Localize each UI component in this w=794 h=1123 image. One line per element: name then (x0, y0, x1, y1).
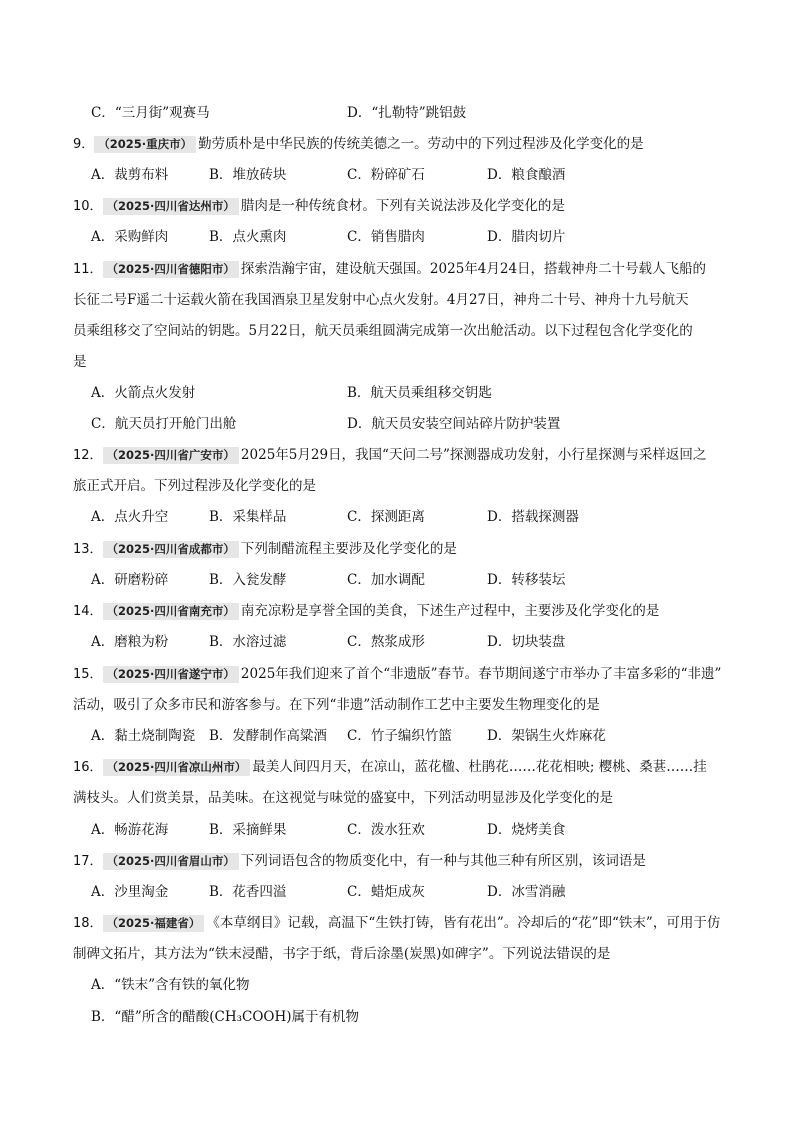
source-tag: （2025·四川省眉山市） (103, 853, 239, 870)
question-17-stem (73, 851, 646, 872)
option-d: D．切块装盘 (487, 634, 566, 650)
question-18-stem (73, 913, 720, 934)
option-c: C．竹子编织竹篮 (347, 728, 452, 744)
option-a: A．磨粮为粉 (91, 634, 169, 650)
option-b: B．点火熏肉 (209, 229, 287, 245)
option-b: B．水溶过滤 (209, 634, 287, 650)
option-a: A．点火升空 (91, 509, 169, 525)
question-16-stem (73, 757, 707, 778)
option-d: D．冰雪消融 (487, 884, 566, 900)
question-text: 下列制醋流程主要涉及化学变化的是 (240, 541, 457, 557)
option-a: A．裁剪布料 (91, 167, 169, 183)
source-tag: （2025·重庆市） (94, 136, 196, 153)
question-number: 13． (73, 542, 103, 557)
option-a: A．沙里淘金 (91, 884, 169, 900)
question-text: 2025年5月29日，我国“天问二号”探测器成功发射，小行星探测与采样返回之 (240, 447, 707, 463)
option-c: C．熬浆成形 (347, 634, 425, 650)
question-15-line-2: 活动，吸引了众多市民和游客参与。在下列“非遗”活动制作工艺中主要发生物理变化的是 (73, 697, 600, 713)
question-text: 南充凉粉是享誉全国的美食，下述生产过程中，主要涉及化学变化的是 (240, 603, 660, 619)
option-b: B．采集样品 (209, 509, 287, 525)
option-a: A．采购鲜肉 (91, 229, 169, 245)
question-text: 《本草纲目》记载，高温下“生铁打铸，皆有花出”。冷却后的“花”即“铁末”，可用于仿 (206, 915, 721, 931)
question-number: 17． (73, 854, 103, 869)
option-c: C．探测距离 (347, 509, 425, 525)
question-18-option-a: A．“铁末”含有铁的氧化物 (91, 977, 250, 993)
option-d: D．航天员安装空间站碎片防护装置 (347, 416, 561, 432)
question-14-stem (73, 601, 659, 622)
question-16-line-2: 满枝头。人们赏美景，品美味。在这视觉与味觉的盛宴中，下列活动明显涉及化学变化的是 (73, 790, 613, 806)
question-18-option-b: B．“醋”所含的醋酸(CH₃COOH)属于有机物 (91, 1009, 360, 1025)
option-a: A．火箭点火发射 (91, 385, 196, 401)
source-tag: （2025·四川省凉山州市） (103, 759, 251, 776)
q8-option-c: C．“三月街”观赛马 (91, 105, 210, 121)
question-11-line-2: 长征二号F遥二十运载火箭在我国酒泉卫星发射中心点火发射。4月27日，神舟二十号、神舟十九号航天 (73, 292, 689, 308)
question-11-line-3: 员乘组移交了空间站的钥匙。5月22日，航天员乘组圆满完成第一次出舱活动。以下过程包含化学变化的 (73, 323, 693, 339)
option-d: D．架锅生火炸麻花 (487, 728, 606, 744)
question-text: 最美人间四月天，在凉山，蓝花楹、杜鹃花……花花相映; 樱桃、桑葚……挂 (252, 759, 707, 775)
question-number: 11． (73, 262, 103, 277)
option-b: B．入瓮发酵 (209, 572, 287, 588)
question-number: 15． (73, 667, 103, 682)
option-c: C．粉碎矿石 (347, 167, 425, 183)
question-text: 2025年我们迎来了首个“非遗版”春节。春节期间遂宁市举办了丰富多彩的“非遗” (240, 666, 722, 682)
option-c: C．加水调配 (347, 572, 425, 588)
option-c: C．蜡炬成灰 (347, 884, 425, 900)
source-tag: （2025·四川省德阳市） (103, 261, 239, 278)
question-number: 12． (73, 448, 103, 463)
question-number: 16． (73, 760, 103, 775)
question-13-stem (73, 539, 457, 560)
question-number: 18． (73, 916, 103, 931)
option-d: D．烧烤美食 (487, 822, 566, 838)
question-11-line-4: 是 (73, 354, 87, 370)
question-text: 下列词语包含的物质变化中，有一种与其他三种有所区别，该词语是 (240, 853, 646, 869)
question-text: 勤劳质朴是中华民族的传统美德之一。劳动中的下列过程涉及化学变化的是 (198, 136, 644, 152)
question-12-stem (73, 445, 706, 466)
option-c: C．航天员打开舱门出舱 (91, 416, 237, 432)
question-number: 10． (73, 199, 103, 214)
question-12-line-2: 旅正式开启。下列过程涉及化学变化的是 (73, 478, 316, 494)
option-b: B．航天员乘组移交钥匙 (347, 385, 492, 401)
q8-option-d: D．“扎勒特”跳铝鼓 (347, 105, 467, 121)
question-9-stem (73, 134, 644, 155)
question-text: 腊肉是一种传统食材。下列有关说法涉及化学变化的是 (240, 198, 565, 214)
source-tag: （2025·四川省广安市） (103, 447, 239, 464)
option-d: D．搭载探测器 (487, 509, 579, 525)
question-number: 9． (73, 137, 95, 152)
option-b: B．堆放砖块 (209, 167, 287, 183)
question-text: 探索浩瀚宇宙，建设航天强国。2025年4月24日，搭载神舟二十号载人飞船的 (240, 261, 707, 277)
option-a: A．研磨粉碎 (91, 572, 169, 588)
option-d: D．粮食酿酒 (487, 167, 566, 183)
question-number: 14． (73, 604, 103, 619)
question-11-stem (73, 259, 706, 280)
question-10-stem (73, 196, 565, 217)
option-a: A．黏土烧制陶瓷 (91, 728, 196, 744)
option-c: C．泼水狂欢 (347, 822, 425, 838)
source-tag: （2025·福建省） (103, 915, 205, 932)
option-b: B．花香四溢 (209, 884, 287, 900)
source-tag: （2025·四川省遂宁市） (103, 666, 239, 683)
option-d: D．转移装坛 (487, 572, 566, 588)
option-d: D．腊肉切片 (487, 229, 566, 245)
option-c: C．销售腊肉 (347, 229, 425, 245)
source-tag: （2025·四川省南充市） (103, 603, 239, 620)
option-a: A．畅游花海 (91, 822, 169, 838)
question-15-stem (73, 664, 721, 685)
source-tag: （2025·四川省成都市） (103, 541, 239, 558)
option-b: B．采摘鲜果 (209, 822, 287, 838)
source-tag: （2025·四川省达州市） (103, 198, 239, 215)
option-b: B．发酵制作高粱酒 (209, 728, 327, 744)
question-18-line-2: 制碑文拓片，其方法为“铁末浸醋，书字于纸，背后涂墨(炭黑)如碑字”。下列说法错误的是 (73, 946, 611, 962)
